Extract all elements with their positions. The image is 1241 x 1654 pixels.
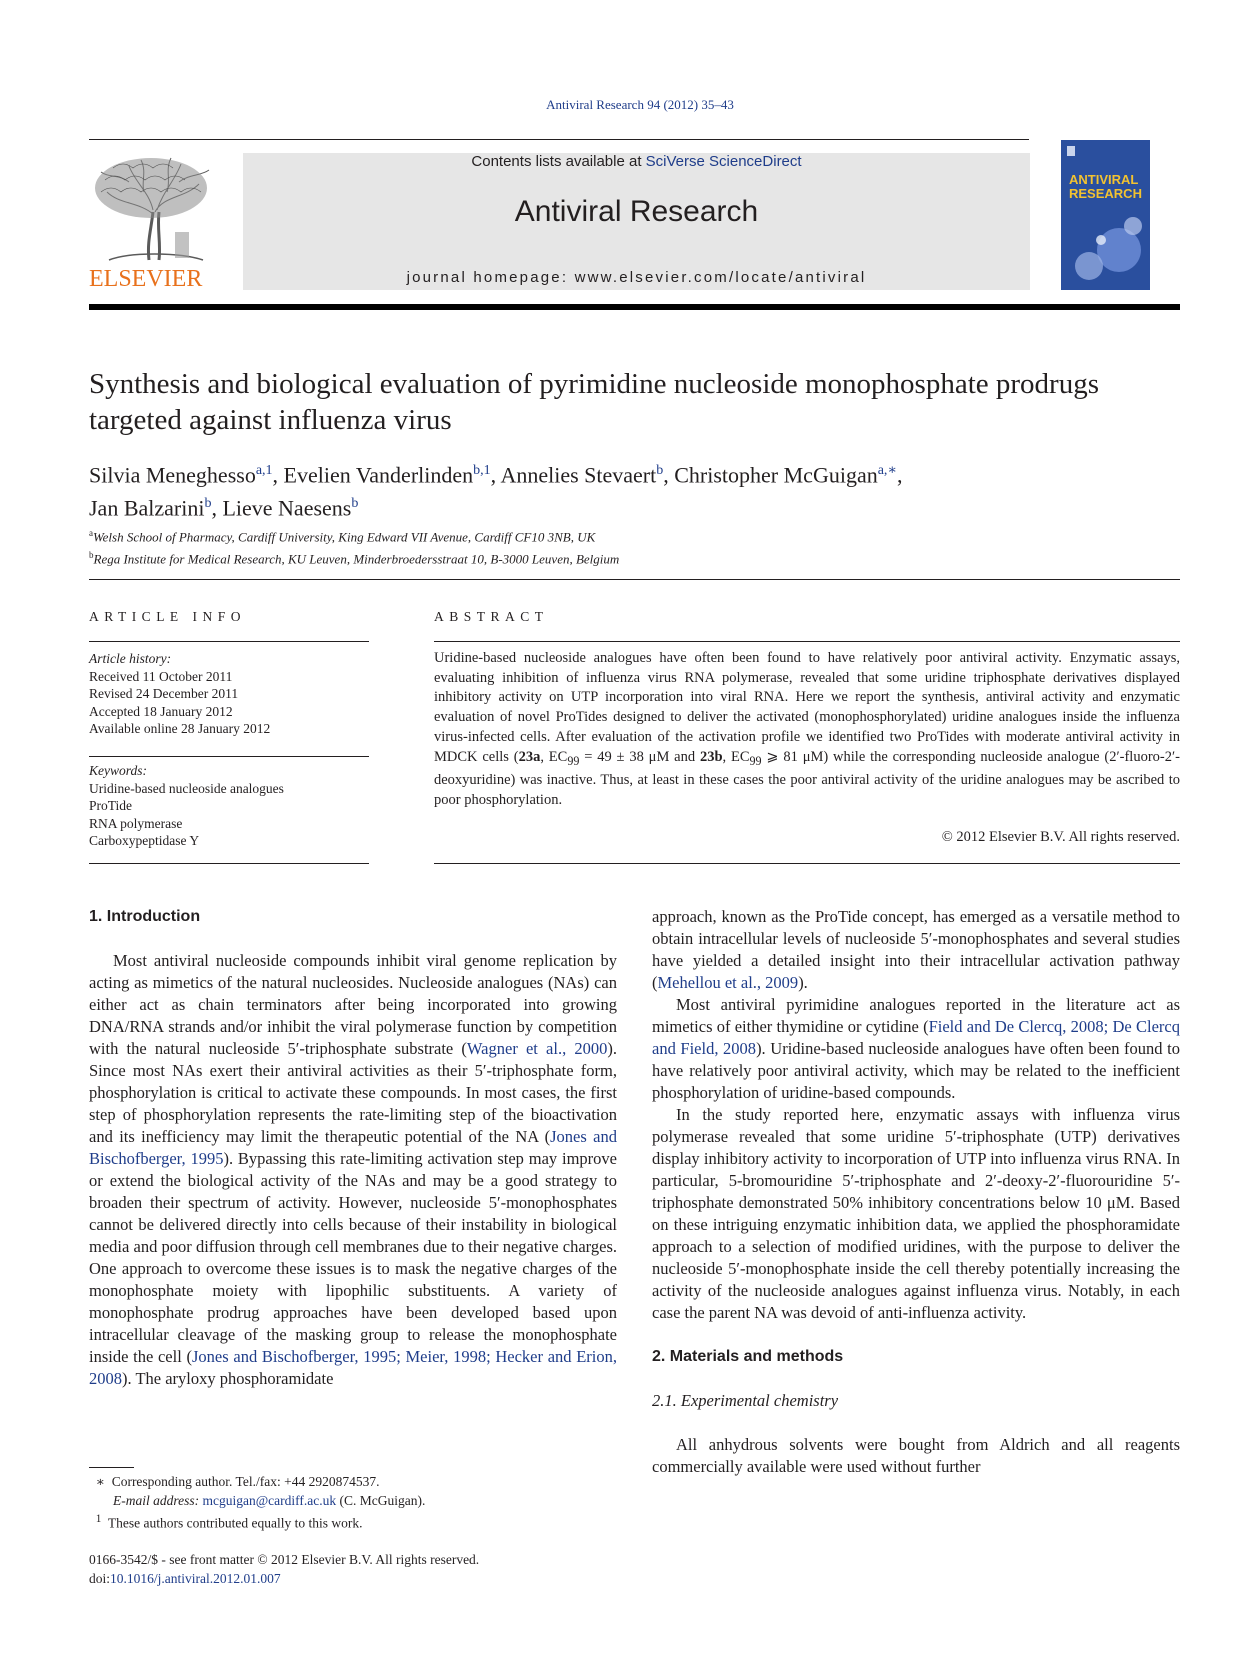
- footnotes: [89, 1472, 617, 1533]
- affiliations: [89, 524, 1189, 569]
- affiliation-b: $^b$Rega Institute for Medical Research, KU Leuven, Minderbroedersstraat 10, B-3000 Leuven, Belgium: [89, 550, 620, 567]
- citation-link[interactable]: Wagner et al., 2000: [466, 1039, 608, 1058]
- body-paragraph: approach, known as the ProTide concept, has emerged as a versatile method to obtain intracellular levels of nucleoside 5′-monophosphates and several studies have yielded a detailed insight into their intracellular activation pathway (Mehellou et al., 2009).: [652, 907, 1180, 992]
- footnote-email: E-mail address: mcguigan@cardiff.ac.uk (C. McGuigan).: [113, 1493, 426, 1508]
- author-list: Silvia Meneghesso$^{a,1}$, Evelien Vanderlinden$^{b,1}$, Annelies Stevaert$^b$, Christopher McGuigan$^{a,∗}$, Jan Balzarini$^b$, Lieve Naesens$^b$: [89, 462, 903, 521]
- svg-text:RESEARCH: RESEARCH: [1069, 186, 1142, 201]
- affiliation-a: $^a$Welsh School of Pharmacy, Cardiff University, King Edward VII Avenue, Cardiff CF10 3NB, UK: [89, 528, 596, 545]
- section-heading-introduction: 1. Introduction: [89, 908, 201, 925]
- footnote-rule: [89, 1467, 134, 1468]
- abstract-rule: [434, 641, 1180, 642]
- keyword-item: Uridine-based nucleoside analogues: [89, 780, 284, 796]
- intro-paragraph: Most antiviral nucleoside compounds inhibit viral genome replication by acting as mimetics of the natural nucleosides. Nucleoside analogues (NAs) can either act as chain terminators after being incorporated into growing DNA/RNA strands and/or inhibit the viral polymerase function by competition with the natural nucleoside 5′-triphosphate substrate (Wagner et al., 2000). Since most NAs exert their antiviral activities as their 5′-triphosphate form, phosphorylation is critical to activate these compounds. In most cases, the first step of phosphorylation represents the rate-limiting step of the bioactivation and its inefficiency may limit the therapeutic potential of the NA (Jones and Bischofberger, 1995). Bypassing this rate-limiting activation step may improve or extend the biological activity of the NAs and may be a good strategy to broaden their spectrum of activity. However, nucleoside 5′-monophosphates cannot be delivered directly into cells because of their instability in biological media and poor diffusion through cell membranes due to their negative charges. One approach to overcome these issues is to mask the negative charges of the monophosphate moiety with lipophilic substituents. A variety of monophosphate prodrug approaches have been developed based upon intracellular cleavage of the masking group to release the monophosphate inside the cell (Jones and Bischofberger, 1995; Meier, 1998; Hecker and Erion, 2008). The aryloxy phosphoramidate: [89, 951, 618, 1388]
- citation-link[interactable]: Field and De Clercq, 2008; De Clercq and Field, 2008: [652, 1017, 1180, 1058]
- author-affiliation-mark[interactable]: a,∗: [877, 463, 897, 478]
- body-paragraph: In the study reported here, enzymatic assays with influenza virus polymerase revealed that some uridine 5′-triphosphate (UTP) derivatives display inhibitory activity to incorporation of UTP into influenza virus RNA. In particular, 5-bromouridine 5′-triphosphate and 2′-deoxy-2′-fluorouridine 5′-triphosphate demonstrated 50% inhibitory concentrations below 10 μM. Based on these intriguing enzymatic inhibition data, we applied the phosphoramidate approach to a selection of modified uridines, with the purpose to deliver the nucleoside 5′-monophosphate inside the cell thereby potentially increasing the activity of the nucleoside analogues against influenza virus. Notably, in each case the parent NA was devoid of anti-influenza activity.: [652, 1105, 1180, 1322]
- contents-line: [243, 153, 1030, 170]
- sciencedirect-link[interactable]: SciVerse ScienceDirect: [645, 153, 802, 170]
- affiliation-rule: [89, 579, 1180, 580]
- elsevier-logo: [89, 152, 219, 292]
- elsevier-wordmark: ELSEVIER: [89, 266, 203, 292]
- keyword-item: RNA polymerase: [89, 815, 183, 831]
- keyword-item: Carboxypeptidase Y: [89, 833, 200, 848]
- abstract-rule: [434, 863, 1180, 864]
- header-rule: [89, 139, 1029, 140]
- author-affiliation-mark[interactable]: b: [204, 496, 212, 512]
- body-left-column: [89, 906, 617, 1390]
- keywords-label: Keywords:: [89, 763, 147, 778]
- author-affiliation-mark[interactable]: b: [656, 463, 664, 478]
- article-history: [89, 650, 369, 738]
- citation-link[interactable]: Jones and Bischofberger, 1995; Meier, 1998; Hecker and Erion, 2008: [89, 1347, 618, 1388]
- history-label: Article history:: [89, 651, 172, 666]
- footnote-corresponding: ∗ Corresponding author. Tel./fax: +44 2920874537.: [95, 1474, 380, 1489]
- author-affiliation-mark[interactable]: b,1: [473, 463, 491, 478]
- page-footer: [89, 1550, 689, 1588]
- history-online: Available online 28 January 2012: [89, 721, 271, 736]
- section-heading-methods: 2. Materials and methods: [652, 1348, 844, 1365]
- article-info-rule: [89, 641, 369, 642]
- author-affiliation-mark[interactable]: b: [351, 496, 359, 512]
- journal-name: Antiviral Research: [514, 195, 759, 228]
- journal-cover-icon: [1061, 140, 1150, 290]
- journal-reference[interactable]: Antiviral Research 94 (2012) 35–43: [546, 97, 734, 112]
- abstract-heading: ABSTRACT: [434, 609, 549, 624]
- body-paragraph: All anhydrous solvents were bought from Aldrich and all reagents commercially available were used without further: [652, 1435, 1180, 1476]
- author-name: Christopher McGuigan: [674, 462, 878, 488]
- journal-cover-image: [1061, 140, 1150, 290]
- body-right-column: [652, 906, 1180, 1478]
- contents-prefix: Contents lists available at: [471, 153, 646, 170]
- header-thick-rule: [89, 304, 1180, 310]
- abstract-text: Uridine-based nucleoside analogues have often been found to have relatively poor antiviral activity. Enzymatic assays, evaluating inhibition of influenza virus RNA polymerase, revealed that some uridine triphosphate derivatives displayed inhibitory activity on UTP incorporation into viral RNA. Here we report the synthesis, antiviral activity and enzymatic evaluation of novel ProTides designed to deliver the activated (monophosphorylated) uridine analogues inside the influenza virus-infected cells. After evaluation of the activation profile we identified two ProTides with moderate antiviral activity in MDCK cells (23a, $EC_{99} = 49 \pm 38$ μM and 23b, $EC_{99}$ ⩾ 81 μM) while the corresponding nucleoside analogue (2′-fluoro-2′-deoxyuridine) was inactive. Thus, at least in these cases the poor antiviral activity of the uridine analogues may be ascribed to poor phosphorylation.: [434, 650, 1180, 808]
- subsection-heading-chemistry: 2.1. Experimental chemistry: [652, 1391, 839, 1410]
- citation-link[interactable]: Mehellou et al., 2009: [657, 973, 799, 992]
- footnote-equal-contribution: $^1$ These authors contributed equally to this work.: [95, 1513, 363, 1531]
- doi-link[interactable]: 10.1016/j.antiviral.2012.01.007: [110, 1571, 281, 1586]
- journal-homepage[interactable]: journal homepage: www.elsevier.com/locate/antiviral: [406, 269, 867, 286]
- abstract-copyright: © 2012 Elsevier B.V. All rights reserved.: [941, 829, 1180, 845]
- history-received: Received 11 October 2011: [89, 668, 233, 684]
- history-revised: Revised 24 December 2011: [89, 686, 239, 701]
- footer-issn: 0166-3542/$ - see front matter © 2012 Elsevier B.V. All rights reserved.: [89, 1552, 480, 1567]
- author-name: Annelies Stevaert: [500, 462, 657, 488]
- elsevier-tree-icon: [89, 152, 219, 292]
- article-info-rule: [89, 756, 369, 757]
- author-name: Silvia Meneghesso: [89, 462, 256, 488]
- author-affiliation-mark[interactable]: a,1: [255, 463, 273, 478]
- footer-doi: doi:10.1016/j.antiviral.2012.01.007: [89, 1571, 281, 1586]
- article-info-heading: ARTICLE INFO: [89, 609, 247, 624]
- author-name: Evelien Vanderlinden: [283, 462, 474, 488]
- keywords: [89, 762, 369, 850]
- history-accepted: Accepted 18 January 2012: [89, 703, 233, 719]
- citation-link[interactable]: Jones and Bischofberger, 1995: [89, 1127, 617, 1168]
- article-title: Synthesis and biological evaluation of pyrimidine nucleoside monophosphate prodrugs targeted against influenza virus: [89, 368, 1099, 436]
- keyword-item: ProTide: [89, 798, 133, 813]
- article-info-rule: [89, 863, 369, 864]
- email-link[interactable]: mcguigan@cardiff.ac.uk: [202, 1493, 337, 1508]
- author-name: Lieve Naesens: [222, 495, 352, 521]
- body-paragraph: Most antiviral pyrimidine analogues reported in the literature act as mimetics of either thymidine or cytidine (Field and De Clercq, 2008; De Clercq and Field, 2008). Uridine-based nucleoside analogues have often been found to have relatively poor antiviral activity, which may be related to the inefficient phosphorylation of uridine-based compounds.: [652, 995, 1180, 1102]
- svg-text:ANTIVIRAL: ANTIVIRAL: [1069, 172, 1139, 187]
- author-name: Jan Balzarini: [89, 495, 205, 521]
